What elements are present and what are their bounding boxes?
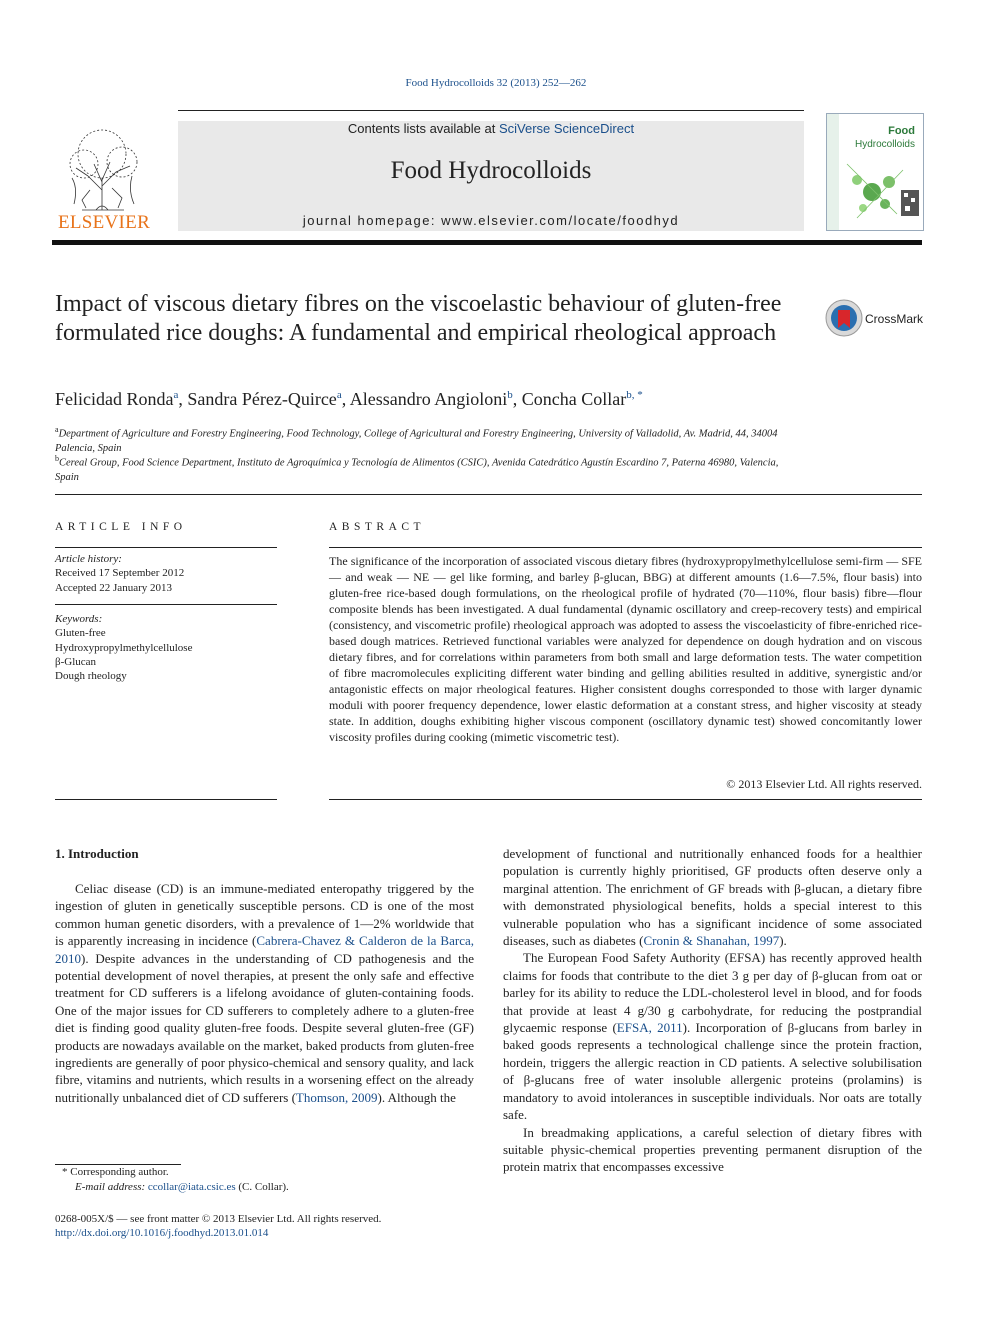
abstract-copyright: © 2013 Elsevier Ltd. All rights reserved. (726, 777, 922, 791)
body-text: ). (779, 933, 787, 949)
citation-link[interactable]: Cabrera-Chavez & Calderon de la Barca, 2010 (55, 933, 474, 966)
keyword: β-Glucan (55, 655, 97, 668)
journal-title: Food Hydrocolloids (390, 157, 592, 184)
author-affiliation-marker[interactable]: b, * (626, 389, 643, 401)
front-matter-line: 0268-005X/$ — see front matter © 2013 Elsevier Ltd. All rights reserved. (55, 1213, 382, 1225)
doi-link[interactable]: http://dx.doi.org/10.1016/j.foodhyd.2013.01.014 (55, 1227, 269, 1239)
email-label: E-mail address: (75, 1181, 148, 1193)
affiliation-marker: b (55, 454, 59, 463)
contents-prefix: Contents lists available at (347, 121, 499, 136)
article-title: Impact of viscous dietary fibres on the viscoelastic behaviour of gluten-free formulated rice doughs: A fundamental and empirical rheological approach (55, 291, 782, 346)
abstract-bottom-rule (329, 799, 922, 800)
article-info-heading: ARTICLE INFO (55, 521, 187, 533)
article-info-bottom-rule (55, 799, 277, 800)
crossmark-badge[interactable] (824, 298, 924, 338)
journal-homepage-line (178, 213, 804, 228)
citation-link[interactable]: Thomson, 2009 (295, 1089, 378, 1105)
keyword: Hydroxypropylmethylcellulose (55, 641, 193, 654)
contents-available-line (178, 121, 804, 136)
author-name[interactable]: Alessandro Angioloni (349, 389, 508, 409)
body-text: Celiac disease (CD) is an immune-mediated enteropathy triggered by the ingestion of gluten in genetically susceptible persons. CD is one of the most common human genetic disorders, with a prevalence of 1—2% worldwide that is apparently increasing in incidence ( (55, 881, 474, 949)
email-link[interactable]: ccollar@iata.csic.es (147, 1181, 236, 1193)
cover-illustration (827, 114, 923, 230)
keyword: Gluten-free (55, 627, 106, 640)
body-paragraph (503, 845, 922, 949)
journal-citation[interactable]: Food Hydrocolloids 32 (2013) 252—262 (405, 77, 587, 89)
body-text: The European Food Safety Authority (EFSA) has recently approved health claims for foods that contribute to the diet 3 g per day of β-glucan from oat or barley for its ability to reduce the LDL-cholesterol level in blood, and for foods that provide at least 4 g/30 g carbohydrate, for reducing the postprandial glycaemic response ( (503, 950, 922, 1036)
abstract-rule (329, 547, 922, 548)
cover-title-food: Food (888, 125, 915, 137)
article-history (55, 552, 277, 595)
keywords-block (55, 612, 277, 683)
body-column-left (55, 880, 474, 1106)
affiliation-rule (55, 494, 922, 495)
abstract-heading: ABSTRACT (329, 521, 426, 533)
author-affiliation-marker[interactable]: a (173, 389, 179, 401)
footnote-rule (55, 1164, 181, 1165)
cover-title-hydrocolloids: Hydrocolloids (854, 139, 915, 150)
email-suffix: (C. Collar). (235, 1181, 289, 1193)
affiliation-b (55, 452, 795, 486)
author-name[interactable]: Sandra Pérez-Quirce (187, 389, 337, 409)
author-list: Felicidad Ronda$^a$, Sandra Pérez-Quirce$^a$, Alessandro Angioloni$^b$, Concha Collar$^{b, *}$ (55, 389, 643, 409)
affiliation-text: Cereal Group, Food Science Department, Instituto de Agroquímica y Tecnología de Alimentos (CSIC), Avenida Catedrático Agustín Escardino 7, Paterna 46980, Valencia, Spain (55, 457, 779, 483)
crossmark-label: CrossMark (865, 312, 924, 326)
citation-link[interactable]: Cronin & Shanahan, 1997 (643, 933, 780, 949)
corresponding-author-note: * Corresponding author. (62, 1166, 169, 1178)
author-affiliation-marker[interactable]: b (507, 389, 513, 401)
history-label: Article history: (55, 553, 122, 565)
abstract-text: The significance of the incorporation of associated viscous dietary fibres (hydroxypropylmethylcellulose semi-firm — SFE — and weak — NE — gel like forming, and barley β-glucan, BBG) at different amounts (1.6—7.5%, flour basis) into gluten-free rice-based dough formulations, on the rheological profile of hydrated (70—110%, flour basis) fibre—flour composite blends has been investigated. A dual fundamental (dynamic oscillatory and creep-recovery tests) and empirical (consistency, and viscometric profile) rheological approach was adopted to assess the viscoelasticity of fibre-enriched rice-based dough matrices. Retrieved functional variables were analyzed for dependence on dough hydration and on viscous dietary fibres, and for correlations within parameters from both small and large deformation tests. The water competition of fibre macromolecules expliciting different water binding and gelling abilities resulted in additive, synergistic and/or antagonistic effects on major rheological features. Higher consistent doughs corresponded to those with larger dynamic moduli with poorer frequency dependence, lower elastic deformation at a constant stress, and higher viscosity at steady state. In addition, doughs exhibiting higher viscous component (oscillatory dynamic test) showed concomitantly lower viscosity profiles during cooking (mimetic viscometric test). (329, 554, 922, 744)
body-paragraph (55, 880, 474, 1106)
journal-cover-thumbnail[interactable] (826, 113, 924, 231)
keyword: Dough rheology (55, 670, 127, 683)
header-top-rule (178, 110, 804, 111)
body-text: development of functional and nutritionally enhanced foods for a healthier population is currently highly prioritised, GF products often deserve only a marginal attention. The enrichment of GF breads with β-glucan, a dietary fibre with demonstrated physiological benefits, holds a special interest to this vulnerable population who has a significant incidence of some associated diseases, such as diabetes ( (503, 846, 922, 949)
elsevier-logo-text: ELSEVIER (57, 212, 151, 233)
body-paragraph: In breadmaking applications, a careful selection of dietary fibres with suitable physic-chemical properties preventing permanent disruption of the protein matrix that encompasses excessive (503, 1124, 922, 1175)
received-date: Received 17 September 2012 (55, 567, 185, 580)
citation-link[interactable]: EFSA, 2011 (616, 1020, 683, 1036)
affiliation-marker: a (55, 425, 59, 434)
author-name[interactable]: Felicidad Ronda (55, 389, 174, 409)
homepage-link[interactable]: www.elsevier.com/locate/foodhyd (441, 213, 680, 228)
accepted-date: Accepted 22 January 2013 (55, 581, 172, 594)
crossmark-icon (824, 298, 924, 338)
body-paragraph (503, 949, 922, 1123)
sciencedirect-link[interactable]: SciVerse ScienceDirect (498, 121, 635, 136)
body-column-right (503, 845, 922, 1176)
article-info-rule (55, 547, 277, 548)
article-info-rule (55, 604, 277, 605)
body-text: ). Despite advances in the understanding of CD pathogenesis and the potential development of novel therapies, at present the only safe and effective treatment for CD sufferers is a lifelong avoidance of gluten-containing foods. One of the major issues for CD sufferers to completely adhere to a gluten-free diet is finding good quality gluten-free foods. Despite several gluten-free (GF) products are nowadays available on the market, baked products from gluten-free ingredients are generally of poor physico-chemical and sensory quality, and lack fibre, vitamins and nutrients, which results in a worsening effect on the already nutritionally unbalanced diet of CD sufferers ( (55, 950, 474, 1105)
email-footnote (75, 1181, 289, 1193)
header-thick-rule (52, 240, 922, 245)
author-name[interactable]: Concha Collar (521, 389, 627, 409)
body-text: ). Although the (377, 1089, 456, 1105)
affiliation-text: Department of Agriculture and Forestry Engineering, Food Technology, College of Agricultural and Forestry Engineering, University of Valladolid, Av. Madrid, 44, 34004 Palencia, Spain (55, 428, 778, 454)
section-heading-introduction: 1. Introduction (55, 846, 139, 861)
body-text: ). Incorporation of β-glucans from barley in baked goods represents a technological challenge since the protein fraction, hordein, triggers the allergic reaction in CD patients. A selective solubilisation of β-glucans free of water insoluble allergenic proteins (prolamins) is mandatory to avoid intolerances in susceptible individuals. Nor oats are totally safe. (503, 1020, 922, 1123)
author-affiliation-marker[interactable]: a (336, 389, 342, 401)
keywords-label: Keywords: (55, 613, 103, 625)
homepage-prefix: journal homepage: (302, 213, 442, 228)
